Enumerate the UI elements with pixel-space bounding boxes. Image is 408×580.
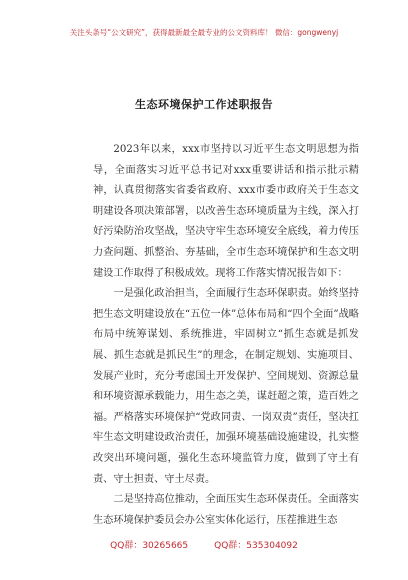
document-body: [93, 140, 359, 531]
qq-group-2: QQ群：535304092: [214, 541, 298, 551]
qq-group-1: QQ群：30265665: [110, 541, 189, 551]
paragraph-point-one: 一是强化政治担当，全面履行生态环保职责。始终坚持把生态文明建设放在“五位一体”总体布局和“四个全面”战略布局中统筹谋划、系统推进，牢固树立“抓生态就是抓发展、抓生态就是抓民生”的理念，在制定规划、实施项目、发展产业时，充分考虑国土开发保护、空间规划、资源总量和环境资源承载能力，用生态之美，谋赶超之策，造百姓之福。严格落实环境保护“党政同责、一岗双责”责任，坚决扛牢生态文明建设政治责任，加强环境基础设施建设，扎实整改突出环境问题，强化生态环境监管力度，做到了守土有责、守土担责、守土尽责。: [93, 288, 359, 485]
paragraph-intro: 2023年以来，xxx市坚持以习近平生态文明思想为指导，全面落实习近平总书记对xxx重要讲话和指示批示精神，认真贯彻落实省委省政府、xxx市委市政府关于生态文明建设各项决策部署，以改善生态环境质量为主线，深入打好污染防治攻坚战，坚决守牢生态环境安全底线，着力传压力查问题、抓整治、夯基础，全市生态环境保护和生态文明建设工作取得了积极成效。现将工作落实情况报告如下：: [93, 144, 359, 279]
footer-contact: [0, 538, 408, 551]
document-title: 生态环境保护工作述职报告: [135, 98, 273, 111]
header-banner: 关注头条号“公文研究”，获得最新最全最专业的公文资料库！ 微信：gongwenyj: [69, 28, 339, 37]
paragraph-point-two: 二是坚持高位推动，全面压实生态环保责任。全面落实生态环境保护委员会办公室实体化运行，压茬推进生态: [93, 494, 359, 526]
